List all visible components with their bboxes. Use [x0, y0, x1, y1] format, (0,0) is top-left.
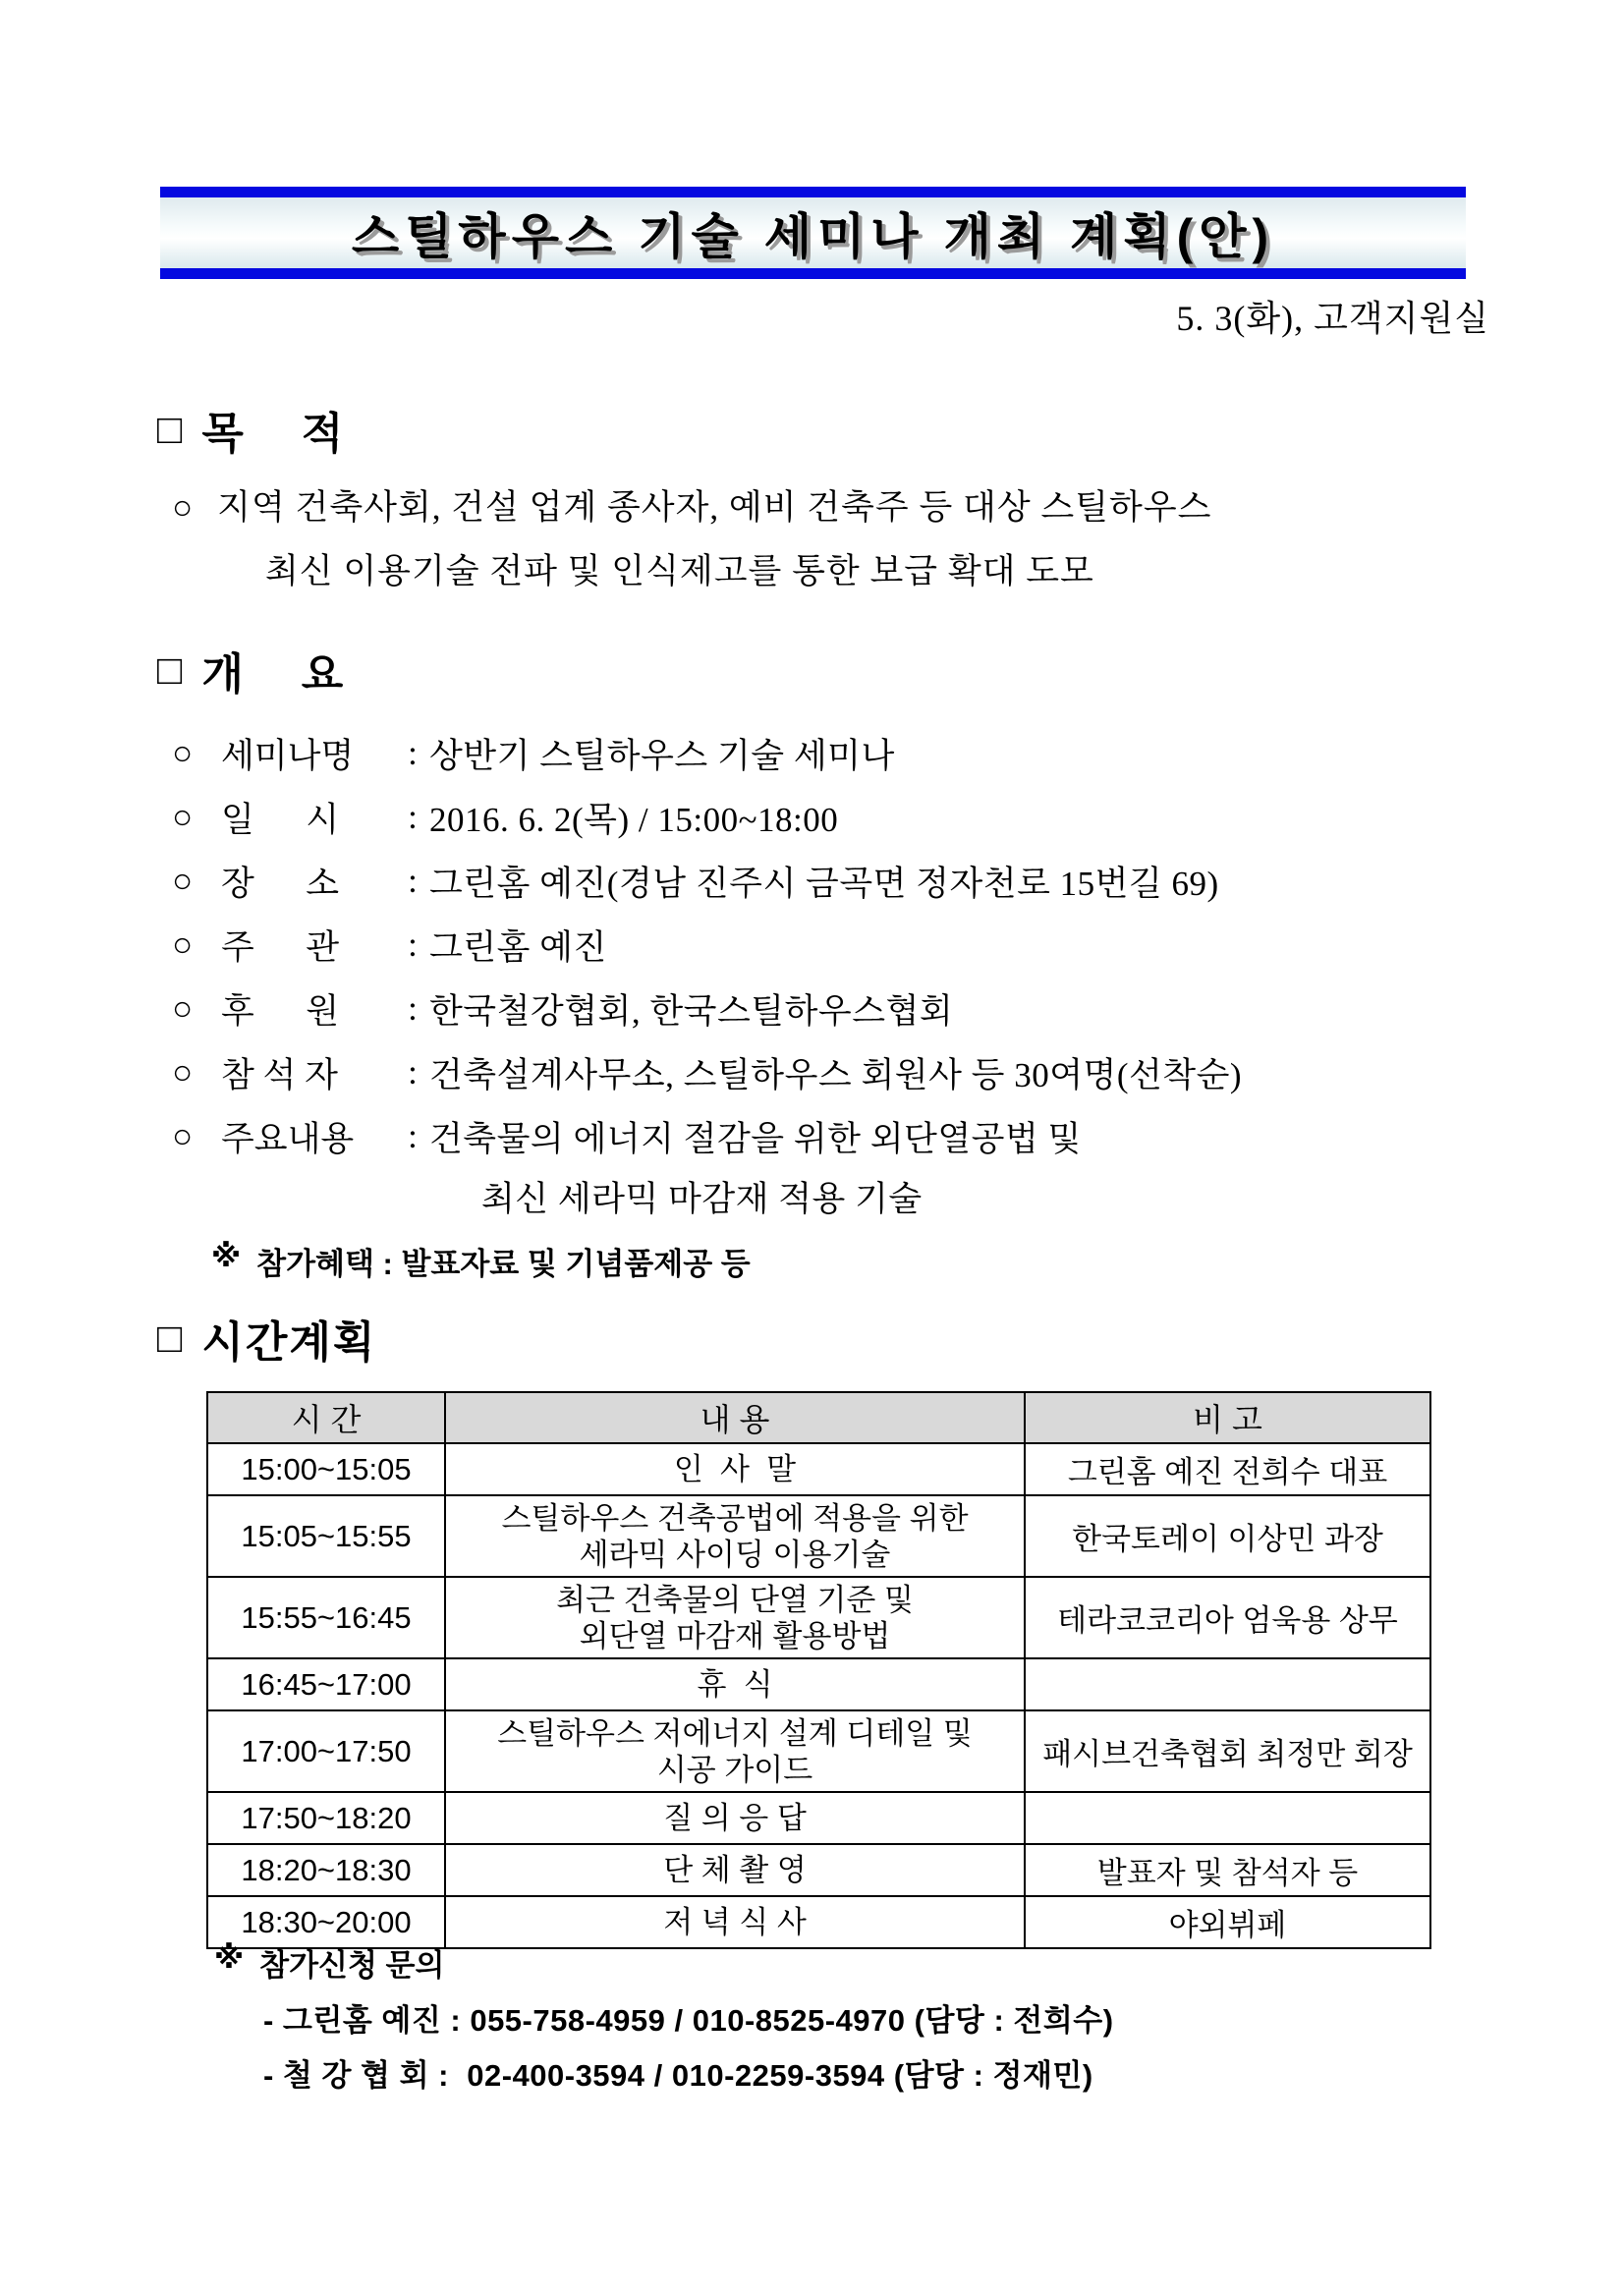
- time-cell: 17:00~17:50: [207, 1710, 445, 1792]
- list-item-sponsor: [157, 977, 1503, 1040]
- overview-heading: [157, 639, 1503, 701]
- item-value: 상반기 스틸하우스 기술 세미나: [429, 736, 895, 775]
- circle-bullet-icon: ○: [172, 733, 194, 772]
- purpose-heading-label: 목 적: [201, 410, 346, 458]
- banner-top-bar: [160, 187, 1466, 197]
- section-overview: [157, 639, 1503, 1283]
- content-line: 인 사 말: [673, 1452, 797, 1486]
- content-line: 시공 가이드: [656, 1752, 813, 1787]
- item-label: 참 석 자: [221, 1055, 338, 1094]
- list-item-seminar-name: [157, 721, 1503, 785]
- content-cell: [445, 1443, 1025, 1495]
- item-label: 후 원: [221, 991, 340, 1031]
- contact-title: [157, 1940, 1503, 1985]
- item-value: 건축설계사무소, 스틸하우스 회원사 등 30여명(선착순): [429, 1055, 1243, 1094]
- time-cell: 17:50~18:20: [207, 1792, 445, 1844]
- purpose-bullet-line: [157, 486, 1503, 530]
- list-item-main-content: [157, 1104, 1503, 1168]
- note-cell: 패시브건축협회 최정만 회장: [1025, 1710, 1430, 1792]
- main-content-continuation: 최신 세라믹 마감재 적용 기술: [481, 1180, 923, 1218]
- item-value: 한국철강협회, 한국스틸하우스협회: [429, 991, 954, 1031]
- circle-bullet-icon: ○: [172, 1116, 194, 1155]
- title-banner: [160, 187, 1466, 279]
- content-line: 세라믹 사이딩 이용기술: [579, 1537, 891, 1572]
- item-value: 건축물의 에너지 절감을 위한 외단열공법 및: [429, 1119, 1082, 1158]
- item-label: 주 관: [221, 927, 340, 967]
- list-item-attendees: [157, 1040, 1503, 1104]
- item-label: 장 소: [221, 864, 340, 903]
- table-row: [207, 1443, 1430, 1495]
- time-cell: 16:45~17:00: [207, 1658, 445, 1710]
- table-row: [207, 1710, 1430, 1792]
- purpose-heading: [157, 398, 1503, 461]
- table-row: [207, 1495, 1430, 1577]
- content-cell: [445, 1844, 1025, 1896]
- item-label: 주요내용: [221, 1119, 355, 1158]
- content-cell: [445, 1792, 1025, 1844]
- circle-bullet-icon: ○: [172, 988, 194, 1028]
- table-header-row: [207, 1392, 1430, 1443]
- item-colon: :: [408, 733, 418, 772]
- list-item-organizer: [157, 913, 1503, 977]
- participation-benefit-note: [157, 1239, 1503, 1283]
- table-row: [207, 1792, 1430, 1844]
- section-schedule: [157, 1307, 1503, 1949]
- table-row: [207, 1658, 1430, 1710]
- circle-bullet-icon: ○: [172, 797, 194, 836]
- reference-mark-icon: ※: [214, 1940, 245, 1975]
- circle-bullet-icon: ○: [172, 861, 194, 900]
- item-colon: :: [408, 988, 418, 1028]
- content-line: 휴 식: [697, 1667, 773, 1702]
- note-cell: 한국토레이 이상민 과장: [1025, 1495, 1430, 1577]
- content-cell: [445, 1577, 1025, 1658]
- content-line: 스틸하우스 건축공법에 적용을 위한: [501, 1500, 969, 1536]
- note-text: 참가혜택 : 발표자료 및 기념품제공 등: [256, 1247, 751, 1281]
- note-cell: 테라코코리아 엄욱용 상무: [1025, 1577, 1430, 1658]
- item-colon: :: [408, 797, 418, 836]
- square-bullet-icon: □: [157, 406, 183, 452]
- reference-mark-icon: ※: [211, 1239, 242, 1273]
- content-line: 최근 건축물의 단열 기준 및: [556, 1582, 914, 1617]
- item-colon: :: [408, 924, 418, 964]
- content-cell: [445, 1495, 1025, 1577]
- overview-heading-label: 개 요: [201, 650, 346, 699]
- content-cell: [445, 1658, 1025, 1710]
- content-line: 외단열 마감재 활용방법: [579, 1618, 891, 1653]
- column-header-content: 내 용: [445, 1392, 1025, 1443]
- schedule-heading: [157, 1307, 1503, 1370]
- section-purpose: [157, 398, 1503, 593]
- content-line: 단 체 촬 영: [663, 1853, 807, 1887]
- purpose-text-line1: 지역 건축사회, 건설 업계 종사자, 예비 건축주 등 대상 스틸하우스: [217, 488, 1212, 527]
- column-header-time: 시 간: [207, 1392, 445, 1443]
- document-title: 스틸하우스 기술 세미나 개최 계획(안): [351, 209, 1275, 264]
- list-item-venue: [157, 849, 1503, 913]
- contact-line-greenhome: - 그린홈 예진 : 055-758-4959 / 010-8525-4970 (담당 : 전희수): [263, 2003, 1114, 2038]
- content-line: 저 녁 식 사: [663, 1905, 807, 1939]
- time-cell: 15:00~15:05: [207, 1443, 445, 1495]
- note-cell: [1025, 1658, 1430, 1710]
- banner-bottom-bar: [160, 268, 1466, 279]
- banner-body: [160, 197, 1466, 268]
- item-value: 그린홈 예진(경남 진주시 금곡면 정자천로 15번길 69): [429, 864, 1219, 903]
- circle-bullet-icon: ○: [172, 924, 194, 964]
- content-cell: [445, 1710, 1025, 1792]
- circle-bullet-icon: ○: [172, 1052, 194, 1092]
- schedule-heading-label: 시간계획: [201, 1318, 377, 1367]
- time-cell: 18:30~20:00: [207, 1896, 445, 1948]
- contact-title-label: 참가신청 문의: [259, 1948, 445, 1983]
- date-line: 5. 3(화), 고객지원실: [1176, 299, 1489, 338]
- overview-items: [157, 721, 1503, 1225]
- circle-bullet-icon: ○: [172, 488, 195, 527]
- item-value: 2016. 6. 2(목) / 15:00~18:00: [429, 800, 839, 839]
- table-row: [207, 1577, 1430, 1658]
- time-cell: 15:55~16:45: [207, 1577, 445, 1658]
- content-line: 스틸하우스 저에너지 설계 디테일 및: [497, 1715, 973, 1751]
- item-label: 일 시: [221, 800, 340, 839]
- item-colon: :: [408, 861, 418, 900]
- item-value: 그린홈 예진: [429, 927, 607, 967]
- schedule-table: [206, 1391, 1431, 1949]
- square-bullet-icon: □: [157, 1315, 183, 1361]
- column-header-note: 비 고: [1025, 1392, 1430, 1443]
- purpose-text-line2: 최신 이용기술 전파 및 인식제고를 통한 보급 확대 도모: [265, 552, 1094, 590]
- item-colon: :: [408, 1116, 418, 1155]
- item-label: 세미나명: [221, 736, 355, 775]
- note-cell: 발표자 및 참석자 등: [1025, 1844, 1430, 1896]
- square-bullet-icon: □: [157, 646, 183, 693]
- content-line: 질 의 응 답: [663, 1801, 807, 1835]
- contact-line-steel-association: - 철 강 협 회 : 02-400-3594 / 010-2259-3594 (담당 : 정재민): [263, 2058, 1093, 2093]
- time-cell: 18:20~18:30: [207, 1844, 445, 1896]
- time-cell: 15:05~15:55: [207, 1495, 445, 1577]
- note-cell: [1025, 1792, 1430, 1844]
- item-colon: :: [408, 1052, 418, 1092]
- table-row: [207, 1844, 1430, 1896]
- list-item-datetime: [157, 785, 1503, 849]
- note-cell: 야외뷔페: [1025, 1896, 1430, 1948]
- note-cell: 그린홈 예진 전희수 대표: [1025, 1443, 1430, 1495]
- contact-footer: [157, 1940, 1503, 2095]
